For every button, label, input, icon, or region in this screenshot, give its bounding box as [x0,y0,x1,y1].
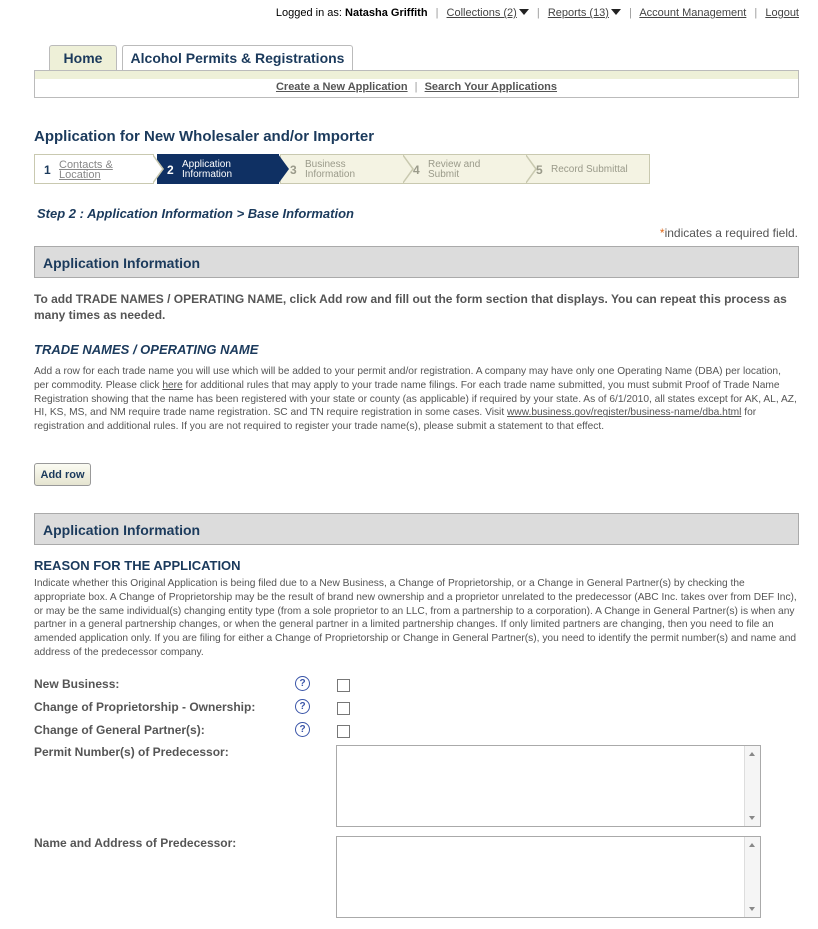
new-business-label: New Business: [34,677,120,691]
scroll-up-icon[interactable] [749,752,755,756]
reason-description: Indicate whether this Original Application is being filed due to a New Business, a Change of Proprietorship, or a Change in General Partner(s) by checking the appropriate box. A Change of Proprietorship may be the result of brand new ownership and a proprietor unrelated to the predecessor (ABC Inc. takes over from DEF Inc), or may be the same individual(s) changing entity type (from a sole proprietor to an LLC, from a partnership to a corporation). A Change in General Partner(s) is when any partner in a general partnership changes, or when the general partner in a limited partnership changes. If only limited partners are changing, then you need to file an amended application only. If you are filing for either a Change of Proprietorship or Change in General Partner(s), you need to identify the permit number(s) and name and address of the predecessor company. [34,578,797,658]
sub-navigation: Create a New Application | Search Your Applications [34,70,799,98]
textarea-scrollbar[interactable] [744,837,760,917]
user-name: Natasha Griffith [345,7,428,19]
textarea-scrollbar[interactable] [744,746,760,826]
scroll-up-icon[interactable] [749,843,755,847]
change-proprietorship-label: Change of Proprietorship - Ownership: [34,700,256,714]
create-application-link[interactable]: Create a New Application [275,81,408,93]
section-header-application-info-2: Application Information [34,513,799,545]
step-5-record-submittal: 5 Record Submittal [526,154,650,184]
step-2-application-info: 2 Application Information [157,154,279,184]
tab-alcohol-permits[interactable]: Alcohol Permits & Registrations [122,45,353,72]
collections-dropdown-icon[interactable] [519,9,529,15]
permit-numbers-label: Permit Number(s) of Predecessor: [34,745,229,759]
trade-names-heading: TRADE NAMES / OPERATING NAME [34,342,259,357]
trade-names-intro: To add TRADE NAMES / OPERATING NAME, click Add row and fill out the form section that displays. You can repeat this process as many times as needed. [34,292,787,322]
collections-link[interactable]: Collections (2) [446,7,517,19]
dba-registration-link[interactable]: www.business.gov/register/business-name/dba.html [506,407,742,419]
reports-dropdown-icon[interactable] [611,9,621,15]
scroll-down-icon[interactable] [749,907,755,911]
name-address-textarea[interactable] [336,836,761,918]
help-icon[interactable]: ? [295,676,310,691]
step-1-contacts[interactable]: 1 Contacts & Location [34,154,154,184]
change-partner-label: Change of General Partner(s): [34,723,205,737]
section-header-application-info: Application Information [34,246,799,278]
user-toolbar: Logged in as: Natasha Griffith | Collections (2) | Reports (13) | Account Management | Logout [275,7,799,19]
new-business-checkbox[interactable] [337,679,350,692]
help-icon[interactable]: ? [295,722,310,737]
reason-heading: REASON FOR THE APPLICATION [34,558,241,573]
logged-in-label: Logged in as: [275,7,342,19]
name-address-label: Name and Address of Predecessor: [34,836,237,850]
trade-names-description: Add a row for each trade name you will use which will be added to your permit and/or registration. A company may have only one Operating Name (DBA) per location, per commodity. Please click here for additional rules that may apply to your trade name filings. For each trade name submitted, you must submit Proof of Trade Name Registration showing that the name has been registered with your state or county (as applicable) if required by your state. As of 6/1/2010, all states except for AK, AL, AZ, HI, KS, MS, and NM require trade name registration. SC and TN require registration in some cases. Visit www.business.gov/register/business-name/dba.html for registration and additional rules. If you are not required to register your trade name(s), please submit a statement to that effect. [34,366,797,433]
page-title: Application for New Wholesaler and/or Importer [34,128,375,145]
tab-home[interactable]: Home [49,45,117,71]
reports-link[interactable]: Reports (13) [547,7,609,19]
account-management-link[interactable]: Account Management [639,7,747,19]
help-icon[interactable]: ? [295,699,310,714]
scroll-down-icon[interactable] [749,816,755,820]
change-partner-checkbox[interactable] [337,725,350,738]
permit-numbers-textarea[interactable] [336,745,761,827]
step-title: Step 2 : Application Information > Base Information [37,206,354,221]
step-4-review-submit: 4 Review and Submit [403,154,527,184]
logout-link[interactable]: Logout [765,7,799,19]
required-note: *indicates a required field. [659,226,798,240]
change-proprietorship-checkbox[interactable] [337,702,350,715]
rules-here-link[interactable]: here [162,379,183,391]
search-applications-link[interactable]: Search Your Applications [424,81,558,93]
add-row-button[interactable]: Add row [34,463,91,486]
step-3-business-info: 3 Business Information [280,154,404,184]
